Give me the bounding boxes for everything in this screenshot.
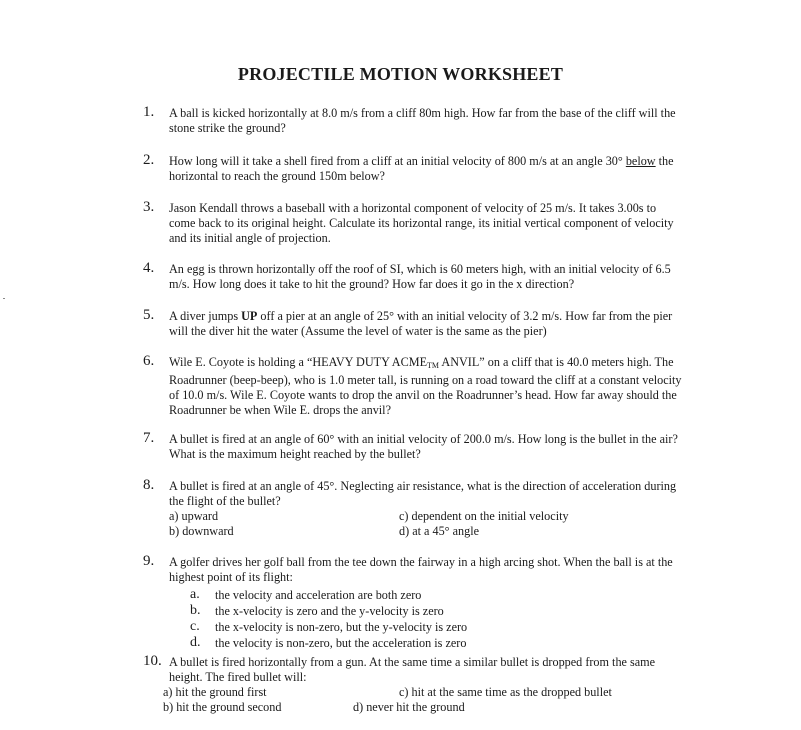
question-text: Jason Kendall throws a baseball with a horizontal component of velocity of 25 m/s. It takes 3.00s to come back to its original height. Calculate its horizontal range, its initial vertical component of velocity and its initial angle of projection.	[169, 201, 674, 245]
question-number: 8.	[143, 477, 155, 493]
question-text: A diver jumps UP off a pier at an angle of 25° with an initial velocity of 3.2 m/s. How far from the pier will the diver hit the water (Assume the level of water is the same as the pier)	[169, 309, 673, 338]
question-text: A bullet is fired horizontally from a gun. At the same time a similar bullet is dropped from the same height. The fired bullet will:	[169, 655, 656, 684]
choice-c: c. the x-velocity is non-zero, but the y-velocity is zero	[190, 619, 468, 634]
choice-a: a) upward	[169, 509, 219, 523]
question-number: 4.	[143, 260, 155, 276]
question-text: A ball is kicked horizontally at 8.0 m/s from a cliff 80m high. How far from the base of the cliff will the stone strike the ground?	[169, 106, 676, 135]
question-number: 2.	[143, 152, 155, 168]
choice-c: c) dependent on the initial velocity	[399, 509, 569, 523]
question-text: A bullet is fired at an angle of 60° with an initial velocity of 200.0 m/s. How long is the bullet in the air? What is the maximum height reached by the bullet?	[169, 432, 678, 461]
question-3	[143, 201, 683, 246]
question-text: An egg is thrown horizontally off the roof of SI, which is 60 meters high, with an initial velocity of 6.5 m/s. How long does it take to hit the ground? How far does it go in the x direction?	[169, 262, 671, 291]
trademark-subscript: TM	[427, 361, 440, 370]
question-text: Wile E. Coyote is holding a “HEAVY DUTY $ACME_{TM}$ ANVIL” on a cliff that is 40.0 meters high. The Roadrunner (beep-beep), who is 1.0 meter tall, is running on a road toward the cliff at a constant velocity of 10.0 m/s. Wile E. Coyote wants to drop the anvil on the Roadrunner’s head. How far away should the Roadrunner be when Wile E. drops the anvil?	[169, 355, 682, 417]
question-number: 1.	[143, 104, 155, 120]
question-number: 9.	[143, 553, 155, 569]
choice-b: b) hit the ground second	[163, 700, 282, 714]
question-number: 10.	[143, 653, 162, 669]
question-6	[143, 355, 683, 418]
question-8	[143, 479, 683, 539]
question-text: How long will it take a shell fired from a cliff at an initial velocity of 800 m/s at an angle 30° below the horizontal to reach the ground 150m below?	[169, 154, 674, 183]
question-number: 5.	[143, 307, 155, 323]
choice-a: a) hit the ground first	[163, 685, 267, 699]
question-text: A bullet is fired at an angle of 45°. Neglecting air resistance, what is the direction of acceleration during the flight of the bullet?	[169, 479, 677, 508]
bold-word: UP	[241, 309, 258, 323]
question-4	[143, 262, 683, 292]
question-9	[143, 555, 683, 652]
scan-speck	[3, 298, 5, 299]
answer-choices	[163, 685, 683, 715]
answer-choices	[169, 509, 683, 539]
choice-d: d) at a 45° angle	[399, 524, 479, 538]
choice-a: a. the velocity and acceleration are both zero	[190, 587, 422, 602]
choice-d: d) never hit the ground	[353, 700, 465, 714]
worksheet-title: PROJECTILE MOTION WORKSHEET	[237, 64, 564, 84]
choice-b: b. the x-velocity is zero and the y-velocity is zero	[190, 603, 444, 618]
choice-c: c) hit at the same time as the dropped bullet	[399, 685, 612, 699]
question-1	[143, 106, 683, 136]
underlined-word: below	[625, 154, 656, 168]
question-10	[143, 655, 683, 715]
answer-choices	[143, 588, 683, 652]
question-7	[143, 432, 683, 462]
question-number: 6.	[143, 353, 155, 369]
choice-b: b) downward	[169, 524, 234, 538]
question-5	[143, 309, 683, 339]
question-number: 7.	[143, 430, 155, 446]
choice-d: d. the velocity is non-zero, but the acceleration is zero	[190, 635, 467, 650]
question-2	[143, 154, 683, 184]
question-number: 3.	[143, 199, 155, 215]
question-text: A golfer drives her golf ball from the tee down the fairway in a high arcing shot. When the ball is at the highest point of its flight:	[169, 555, 673, 584]
